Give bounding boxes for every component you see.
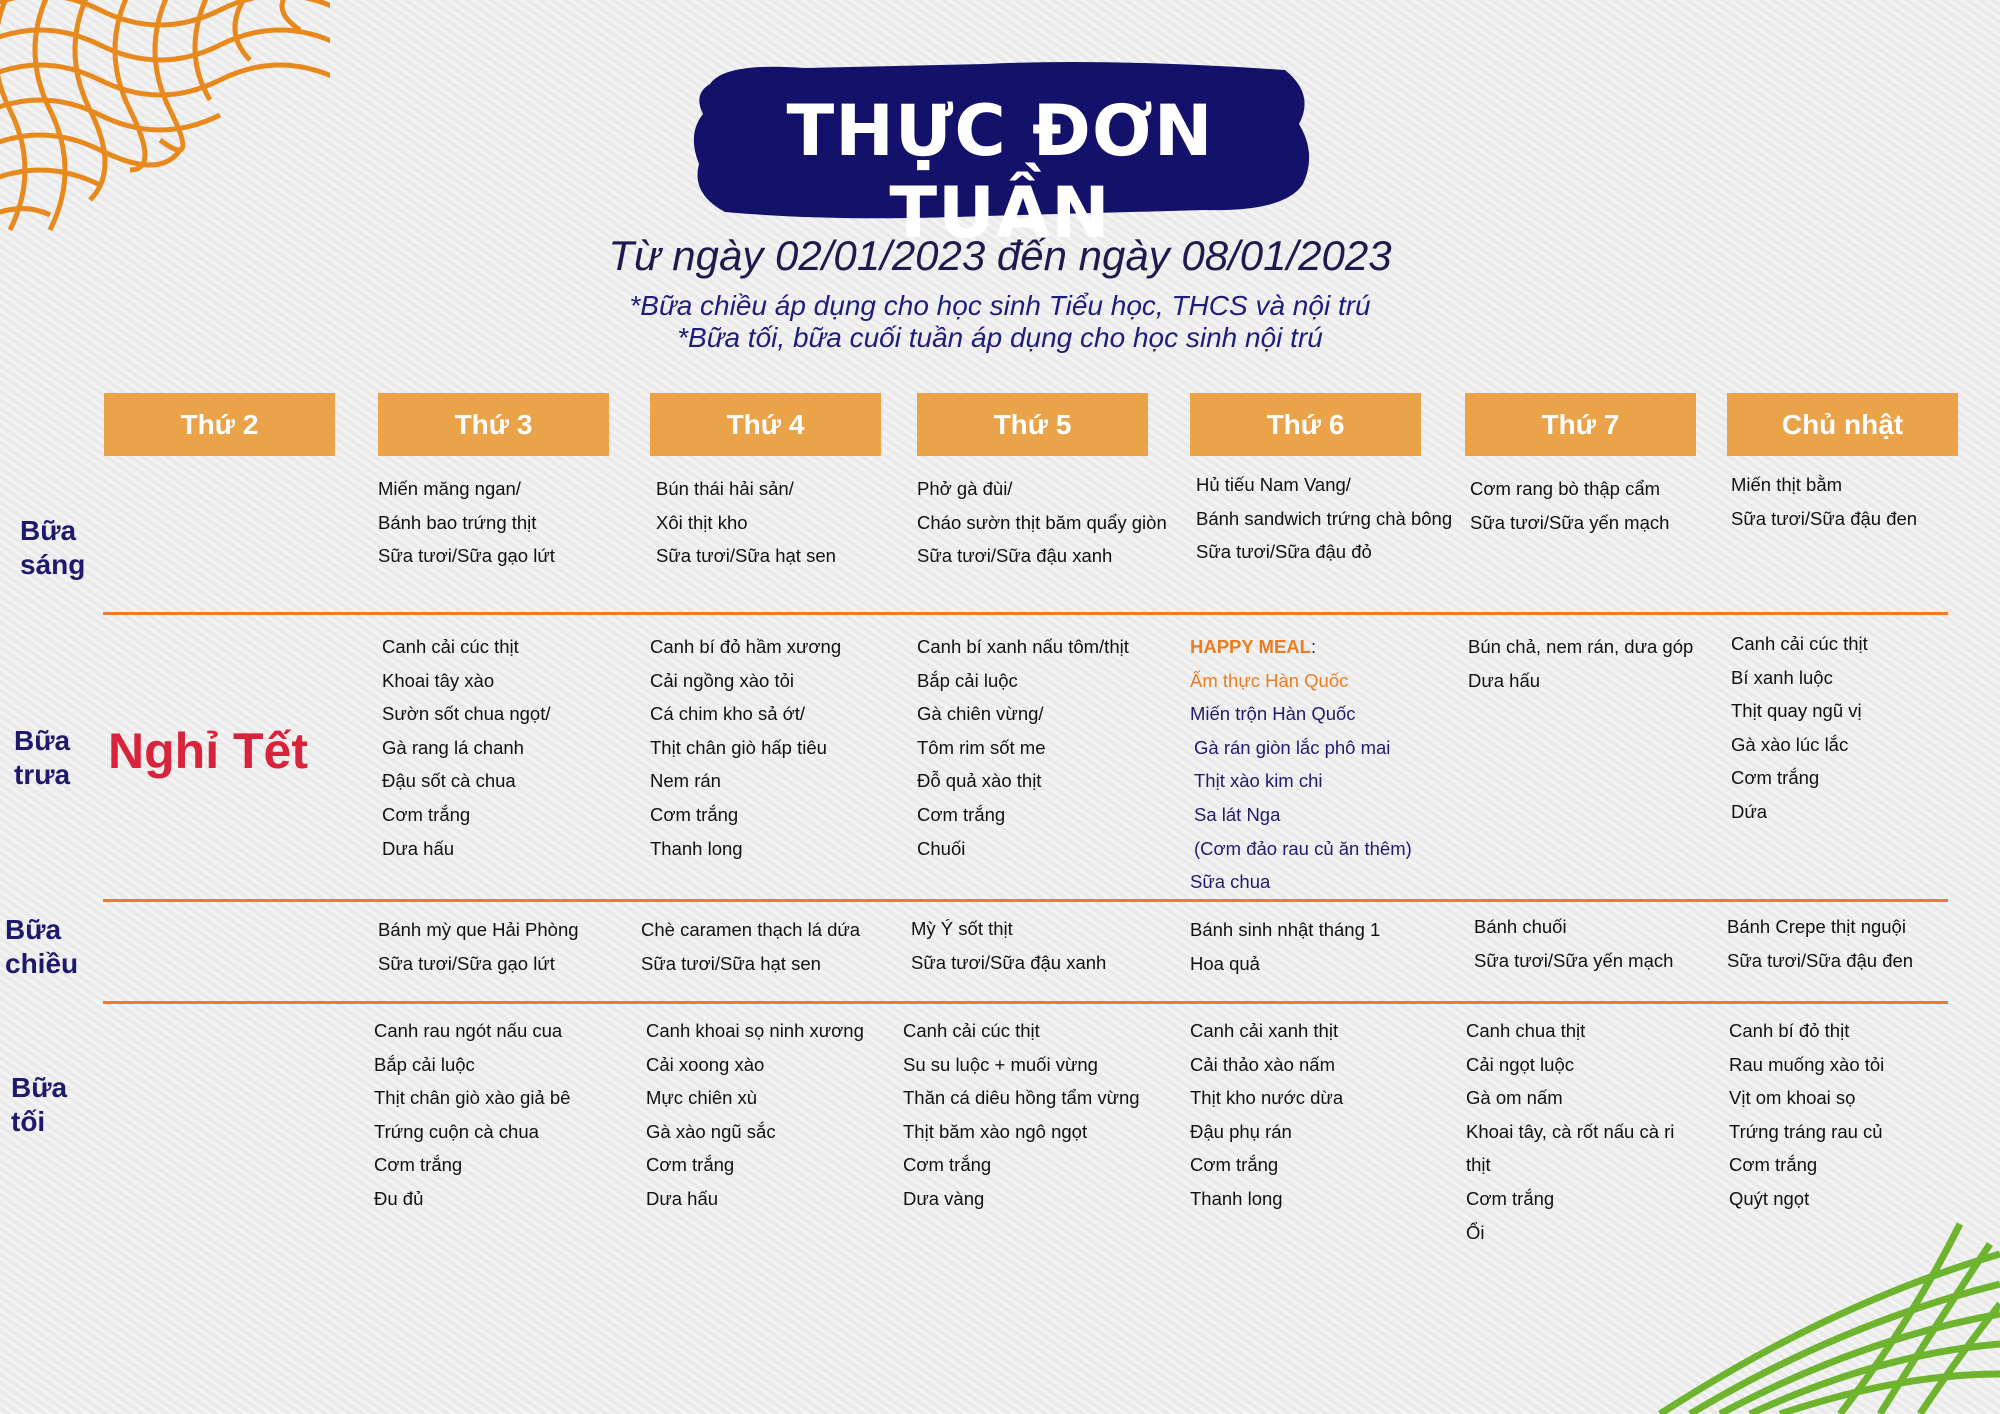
menu-item: Xôi thịt kho: [656, 511, 748, 533]
menu-sang-thu7: [1470, 472, 1669, 539]
menu-item: Cơm trắng: [650, 803, 739, 825]
menu-sang-thu6: [1196, 468, 1452, 569]
menu-item: Cơm trắng: [1190, 1154, 1279, 1176]
menu-item: Quýt ngọt: [1729, 1187, 1810, 1209]
menu-item: Bánh sandwich trứng chà bông: [1196, 507, 1453, 529]
menu-item: Mực chiên xù: [646, 1087, 758, 1109]
menu-item: Sườn sốt chua ngọt/: [382, 703, 551, 725]
menu-item: Dưa hấu: [382, 837, 455, 859]
menu-item: Gà xào ngũ sắc: [646, 1120, 776, 1142]
menu-item: Chè caramen thạch lá dứa: [641, 919, 861, 940]
menu-trua-thu6: [1190, 630, 1412, 899]
menu-item: Sữa tươi/Sữa đậu xanh: [911, 951, 1107, 973]
menu-chieu-thu6: [1190, 913, 1380, 980]
divider-breakfast: [103, 612, 1948, 615]
menu-item: Canh bí xanh nấu tôm/thịt: [917, 636, 1129, 657]
menu-item: Nem rán: [650, 770, 721, 792]
meal-label-breakfast: Bữa sáng: [20, 515, 86, 580]
menu-item: Tôm rim sốt me: [917, 736, 1046, 758]
menu-item: Sữa tươi/Sữa đậu đỏ: [1196, 541, 1372, 563]
menu-item: Cải ngọt luộc: [1466, 1053, 1574, 1075]
menu-item: Bánh bao trứng thịt: [378, 511, 537, 533]
menu-item: Dứa: [1731, 800, 1768, 822]
menu-item: Dưa hấu: [1468, 669, 1541, 691]
menu-item: Hủ tiếu Nam Vang/: [1196, 474, 1351, 495]
menu-trua-thu5: [917, 630, 1129, 865]
menu-item: Đỗ quả xào thịt: [917, 770, 1042, 792]
menu-item: Bánh Crepe thịt nguội: [1727, 916, 1906, 937]
menu-item: Bắp cải luộc: [917, 669, 1018, 691]
menu-item: Thịt kho nước dừa: [1190, 1087, 1344, 1109]
menu-item: Canh rau ngót nấu cua: [374, 1020, 563, 1041]
menu-item: Gà chiên vừng/: [917, 703, 1044, 725]
menu-toi-thu6: [1190, 1014, 1343, 1216]
menu-item: Sữa tươi/Sữa yến mạch: [1470, 511, 1670, 533]
menu-item: Canh cải cúc thịt: [382, 636, 519, 657]
orange-net-decoration: [0, 0, 330, 250]
menu-item: Ẩm thực Hàn Quốc: [1190, 669, 1349, 691]
note-dinner: *Bữa tối, bữa cuối tuần áp dụng cho học sinh nội trú: [677, 322, 1323, 353]
menu-item: Sữa tươi/Sữa gạo lứt: [378, 545, 555, 567]
menu-item: Cơm trắng: [1466, 1187, 1555, 1209]
menu-item: Cơm rang bò thập cẩm: [1470, 478, 1661, 499]
day-header-thu6: Thứ 6: [1190, 393, 1421, 456]
menu-item: Sữa tươi/Sữa đậu xanh: [917, 545, 1113, 567]
menu-sang-thu3: [378, 472, 555, 573]
meal-label-lunch: Bữa trưa: [14, 725, 71, 790]
menu-item: Bánh chuối: [1474, 916, 1567, 937]
menu-item: Thịt xào kim chi: [1194, 770, 1323, 792]
menu-item: Cá chim kho sả ớt/: [650, 703, 806, 725]
day-header-thu3: Thứ 3: [378, 393, 609, 456]
menu-chieu-thu5: [911, 912, 1106, 979]
menu-item: Thịt chân giò hấp tiêu: [650, 736, 827, 758]
menu-item: Dưa hấu: [646, 1187, 719, 1209]
menu-item: Miến thịt bằm: [1731, 474, 1843, 495]
menu-item: Gà rang lá chanh: [382, 736, 524, 758]
menu-item: Đu đủ: [374, 1187, 424, 1209]
menu-item: Bánh mỳ que Hải Phòng: [378, 919, 579, 940]
note-afternoon: *Bữa chiều áp dụng cho học sinh Tiểu học, THCS và nội trú: [629, 290, 1371, 321]
menu-item: Rau muống xào tỏi: [1729, 1053, 1885, 1075]
menu-item: Cơm trắng: [917, 803, 1006, 825]
meal-label-dinner: Bữa tối: [11, 1072, 68, 1137]
menu-item: Canh cải xanh thịt: [1190, 1020, 1339, 1041]
menu-item: Miến măng ngan/: [378, 478, 521, 499]
menu-item: Cải ngồng xào tỏi: [650, 669, 794, 691]
menu-item: thịt: [1466, 1154, 1491, 1176]
menu-item: Mỳ Ý sốt thịt: [911, 918, 1013, 939]
menu-item: Gà rán giòn lắc phô mai: [1194, 736, 1391, 758]
menu-item: Sữa tươi/Sữa hạt sen: [656, 545, 836, 567]
menu-item: Sữa tươi/Sữa yến mạch: [1474, 949, 1674, 971]
meal-label-afternoon: Bữa chiều: [5, 914, 79, 979]
menu-item: Cơm trắng: [903, 1154, 992, 1176]
menu-item: Cải thảo xào nấm: [1190, 1053, 1336, 1075]
menu-item: Canh chua thịt: [1466, 1020, 1586, 1041]
menu-item: Cơm trắng: [382, 803, 471, 825]
menu-sang-cn: [1731, 468, 1917, 535]
day-header-chu-nhat: Chủ nhật: [1727, 393, 1958, 456]
menu-item: Thanh long: [1190, 1187, 1283, 1209]
page-title: THỰC ĐƠN TUẦN: [786, 90, 1214, 254]
menu-item: (Cơm đảo rau củ ăn thêm): [1194, 837, 1412, 859]
menu-item: Khoai tây xào: [382, 669, 495, 691]
menu-sang-thu5: [917, 472, 1167, 573]
menu-item: Su su luộc + muối vừng: [903, 1053, 1098, 1075]
day-header-thu5: Thứ 5: [917, 393, 1148, 456]
date-range: Từ ngày 02/01/2023 đến ngày 08/01/2023: [608, 232, 1392, 279]
menu-toi-thu5: [903, 1014, 1140, 1216]
menu-item: Cơm trắng: [646, 1154, 735, 1176]
menu-item: Khoai tây, cà rốt nấu cà ri: [1466, 1120, 1675, 1142]
menu-item: Cải xoong xào: [646, 1053, 765, 1075]
menu-item: Sữa tươi/Sữa hạt sen: [641, 952, 821, 974]
menu-toi-thu3: [374, 1014, 570, 1216]
menu-item: Trứng tráng rau củ: [1729, 1120, 1883, 1142]
menu-item: Canh bí đỏ hầm xương: [650, 636, 842, 657]
day-header-thu7: Thứ 7: [1465, 393, 1696, 456]
menu-item: Thịt chân giò xào giả bê: [374, 1087, 571, 1109]
menu-item: Gà om nấm: [1466, 1087, 1563, 1109]
menu-item: Thanh long: [650, 837, 743, 859]
divider-lunch: [103, 899, 1948, 902]
menu-item: Thịt băm xào ngô ngọt: [903, 1120, 1088, 1142]
menu-item: Cơm trắng: [1731, 767, 1820, 789]
menu-item: Gà xào lúc lắc: [1731, 733, 1849, 755]
menu-chieu-thu7: [1474, 910, 1673, 977]
menu-item: Bí xanh luộc: [1731, 666, 1833, 688]
menu-chieu-cn: [1727, 910, 1913, 977]
menu-chieu-thu4: [641, 913, 860, 980]
menu-item: Sa lát Nga: [1194, 803, 1281, 825]
menu-item: Sữa tươi/Sữa đậu đen: [1727, 949, 1914, 971]
divider-afternoon: [103, 1001, 1948, 1004]
menu-item: Sữa tươi/Sữa đậu đen: [1731, 507, 1918, 529]
menu-item: Cháo sườn thịt băm quẩy giòn: [917, 511, 1167, 533]
menu-trua-thu4: [650, 630, 841, 865]
menu-trua-thu7: [1468, 630, 1693, 697]
menu-toi-thu4: [646, 1014, 864, 1216]
menu-item: Trứng cuộn cà chua: [374, 1120, 539, 1142]
menu-item: Thăn cá diêu hồng tẩm vừng: [903, 1087, 1140, 1109]
menu-item: Ổi: [1466, 1221, 1485, 1243]
menu-item: Thịt quay ngũ vị: [1731, 700, 1862, 722]
menu-item: Sữa tươi/Sữa gạo lứt: [378, 952, 555, 974]
menu-chieu-thu3: [378, 913, 579, 980]
day-header-thu2: Thứ 2: [104, 393, 335, 456]
menu-item: Cơm trắng: [1729, 1154, 1818, 1176]
menu-item: Canh khoai sọ ninh xương: [646, 1020, 864, 1041]
menu-item: Hoa quả: [1190, 952, 1260, 974]
menu-item: Vịt om khoai sọ: [1729, 1087, 1856, 1109]
holiday-label: Nghỉ Tết: [108, 723, 308, 779]
menu-item: Canh bí đỏ thịt: [1729, 1020, 1850, 1041]
menu-toi-thu7: [1466, 1014, 1674, 1249]
menu-trua-cn: [1731, 627, 1868, 829]
menu-item: Bún chả, nem rán, dưa góp: [1468, 636, 1694, 657]
menu-item: Chuối: [917, 837, 966, 859]
menu-item: Miến trộn Hàn Quốc: [1190, 703, 1356, 725]
menu-item: Canh cải cúc thịt: [903, 1020, 1040, 1041]
menu-item: Cơm trắng: [374, 1154, 463, 1176]
menu-item: Phở gà đùi/: [917, 478, 1013, 499]
menu-item: Bắp cải luộc: [374, 1053, 475, 1075]
day-header-thu4: Thứ 4: [650, 393, 881, 456]
menu-item: Đậu phụ rán: [1190, 1120, 1292, 1142]
menu-toi-cn: [1729, 1014, 1884, 1216]
menu-item: Canh cải cúc thịt: [1731, 633, 1868, 654]
menu-item: Đậu sốt cà chua: [382, 770, 516, 792]
menu-item: Bún thái hải sản/: [656, 478, 794, 499]
menu-item: Bánh sinh nhật tháng 1: [1190, 919, 1381, 940]
menu-sang-thu4: [656, 472, 836, 573]
menu-item: Dưa vàng: [903, 1187, 985, 1209]
happy-meal-heading: HAPPY MEAL:: [1190, 636, 1317, 657]
menu-item: Sữa chua: [1190, 871, 1271, 893]
menu-trua-thu3: [382, 630, 551, 865]
